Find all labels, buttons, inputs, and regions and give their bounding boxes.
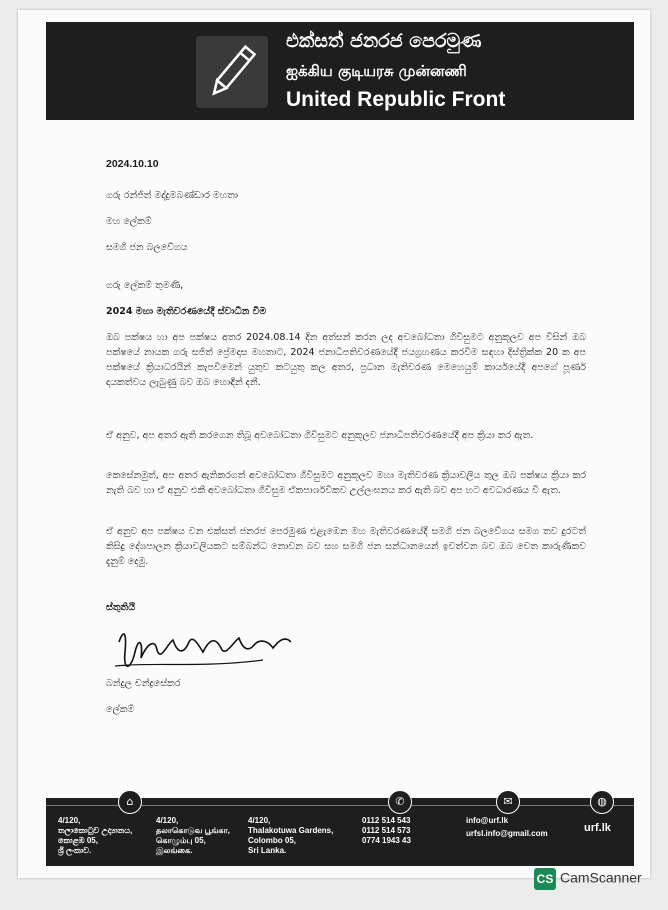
party-name-tamil: ஐக்கிய குடியரசு முன்னணி [286, 62, 467, 80]
body-paragraph-2: ඒ අනුව, අප අතර ඇති කරගෙන තිබූ අවබෝධතා ගිවිසුමට අනුකූලව ජනාධිපතිවරණයේදී අප ක්‍රියා කර ඇත. [106, 430, 534, 441]
home-icon: ⌂ [118, 790, 142, 814]
body-paragraph-1: ඔබ පක්ෂය හා අප පක්ෂය අතර 2024.08.14 දින අත්සන් කරන ලද අවබෝධතා ගිවිසුමට අනුකූලව අප විසින් ඔබ පක්ෂයේ නායක ගරු සජිත් ප්‍රේමදාස මහතාට, 2024 ජනාධිපතිවරණයේදී ජයග්‍රහණය කරවීම සඳහා දිස්ත්‍රික්ක 20 ක අප පක්ෂයේ ක්‍රියාධරයින් කැපවීමෙන් යුතුව කටයුතු කල අතර, ප්‍රධාන මැතිවරණ මෙහෙයුම් කාර්යයේදී අපගේ පූර්ණ දායකත්වය ලැබුණු බව ඔබ හොඳින් දනී. [106, 332, 586, 388]
party-name-english: United Republic Front [286, 88, 506, 111]
address-english: 4/120, Thalakotuwa Gardens, Colombo 05, Sri Lanka. [248, 816, 334, 855]
address-tamil: 4/120, தலாகொடுவ பூங்கா, கொழும்பு 05, இலங்கை. [156, 816, 230, 855]
letterhead [46, 22, 634, 120]
phone-icon: ✆ [388, 790, 412, 814]
recipient-name: ගරු රන්ජිත් මද්දුමබණ්ඩාර මහතා [106, 190, 238, 201]
email-addresses: info@urf.lk urfsl.info@gmail.com [466, 816, 548, 838]
closing: ස්තුතියි [106, 602, 136, 613]
recipient-organization: සමගි ජන බලවේගය [106, 242, 188, 253]
camscanner-logo-icon: CS [534, 868, 556, 890]
globe-icon: ◍ [590, 790, 614, 814]
address-sinhala: 4/120, තලාකොටුව උද්‍යානය, කොළඹ 05, ශ්‍රී ලංකාව. [58, 816, 133, 855]
letter-page [18, 10, 650, 878]
letter-footer [46, 795, 634, 866]
party-name-sinhala: එක්සත් ජනරජ පෙරමුණ [286, 30, 482, 52]
handwritten-signature [113, 622, 303, 678]
body-paragraph-3: කෙසේනමුත්, අප අතර ඇතිකරගත් අවබෝධතා ගිවිසුමට අනුකූලව මහා මැතිවරණ ක්‍රියාවලිය තුල ඔබ පක්ෂය ක්‍රියා කර නැති බව හා ඒ අනුව එකී අවබෝධතා ගිවිසුම ඒකපාර්ශවිකව උල්ලංඝනය කර ඇති බව අප හට අවධාරණය වී ඇත. [106, 470, 586, 496]
website-link[interactable]: urf.lk [584, 822, 611, 834]
camscanner-label: CamScanner [560, 869, 642, 886]
camscanner-watermark [534, 868, 642, 890]
signatory-name: බන්දුල චන්ද්‍රසේකර [106, 678, 181, 689]
pencil-logo-icon [196, 36, 268, 108]
body-paragraph-4: ඒ අනුව අප පක්ෂය වන එක්සත් ජනරජ පෙරමුණ එළැඹෙන මහ මැතිවරණයේදී සමගි ජන බලවේගය සමග තව දුරටත් කිසිදු දේශපාලන ක්‍රියාවලියකට සම්බන්ධ නොවන බව සහ සමගි ජන සන්ධානයෙන් ඉවත්වන බව ඔබ වෙත කාරුණිකව දැනුම් දෙමු. [106, 526, 586, 567]
letter-date: 2024.10.10 [106, 158, 159, 170]
subject-line: 2024 මහා මැතිවරණයේදී ස්වාධීන වීම [106, 306, 267, 317]
signatory-title: ලේකම් [106, 704, 135, 715]
phone-numbers: 0112 514 543 0112 514 573 0774 1943 43 [362, 816, 411, 845]
salutation: ගරු ලේකම් තුමණි, [106, 280, 184, 291]
recipient-title: මහ ලේකම් [106, 216, 152, 227]
envelope-icon: ✉ [496, 790, 520, 814]
